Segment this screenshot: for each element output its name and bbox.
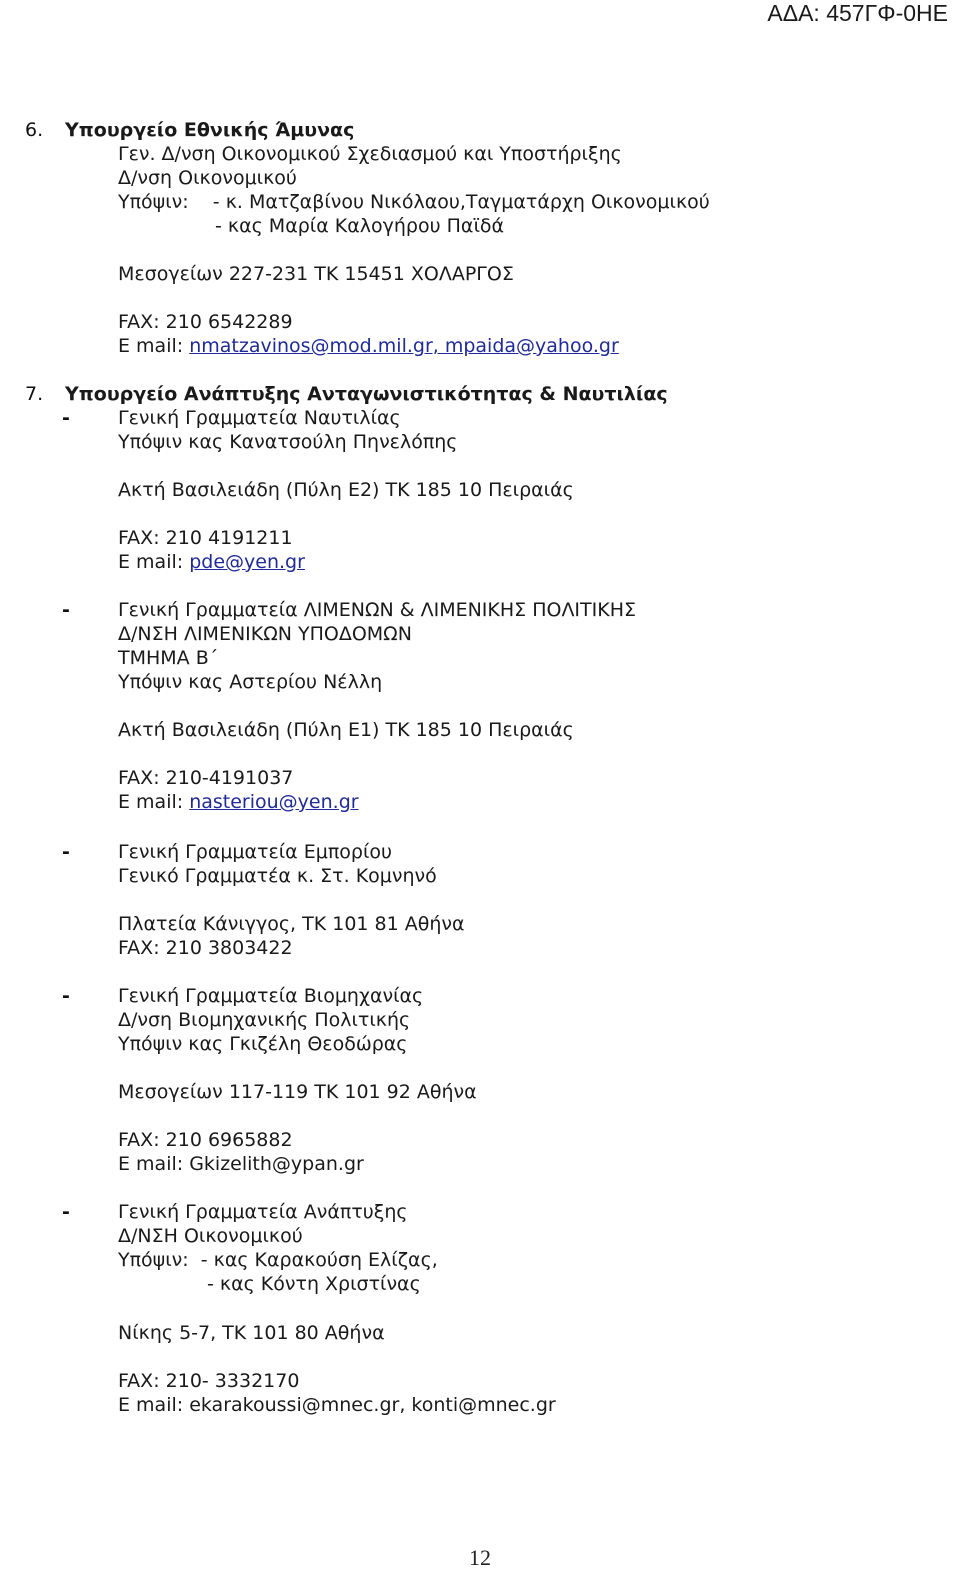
sub-b-email xyxy=(118,790,359,814)
sub-c-fax: FAX: 210 3803422 xyxy=(118,937,293,959)
sub-b-line-2: Δ/ΝΣΗ ΛΙΜΕΝΙΚΩΝ ΥΠΟΔΟΜΩΝ xyxy=(118,623,412,645)
section-7-title: Υπουργείο Ανάπτυξης Ανταγωνιστικότητας & Ναυτιλίας xyxy=(65,383,668,405)
email-label: E mail: xyxy=(118,551,190,573)
section-6-line-2: Δ/νση Οικονομικού xyxy=(118,167,297,189)
bullet-dash: - xyxy=(62,985,70,1007)
sub-b-line-4: Υπόψιν κας Αστερίου Νέλλη xyxy=(118,671,383,693)
bullet-dash: - xyxy=(62,407,70,429)
sub-e-address: Νίκης 5-7, ΤΚ 101 80 Αθήνα xyxy=(118,1322,385,1344)
sub-e-email: E mail: ekarakoussi@mnec.gr, konti@mnec.gr xyxy=(118,1394,556,1416)
sub-a-line-2: Υπόψιν κας Κανατσούλη Πηνελόπης xyxy=(118,431,458,453)
section-6-line-4: - κας Μαρία Καλογήρου Παϊδά xyxy=(215,215,505,237)
sub-c-line-1: Γενική Γραμματεία Εμπορίου xyxy=(118,841,393,863)
sub-d-address: Μεσογείων 117-119 ΤΚ 101 92 Αθήνα xyxy=(118,1081,477,1103)
sub-a-address: Ακτή Βασιλειάδη (Πύλη Ε2) ΤΚ 185 10 Πειραιάς xyxy=(118,479,574,501)
sub-e-line-3: Υπόψιν: - κας Καρακούση Ελίζας, xyxy=(118,1249,438,1271)
bullet-dash: - xyxy=(62,1201,70,1223)
bullet-dash: - xyxy=(62,841,70,863)
section-6-line-1: Γεν. Δ/νση Οικονομικού Σχεδιασμού και Υποστήριξης xyxy=(118,143,622,165)
sub-b-address: Ακτή Βασιλειάδη (Πύλη Ε1) ΤΚ 185 10 Πειραιάς xyxy=(118,719,574,741)
sub-c-line-2: Γενικό Γραμματέα κ. Στ. Κομνηνό xyxy=(118,865,437,887)
sub-b-line-1: Γενική Γραμματεία ΛΙΜΕΝΩΝ & ΛΙΜΕΝΙΚΗΣ ΠΟΛΙΤΙΚΗΣ xyxy=(118,599,637,621)
sub-d-line-2: Δ/νση Βιομηχανικής Πολιτικής xyxy=(118,1009,411,1031)
sub-d-email: E mail: Gkizelith@ypan.gr xyxy=(118,1153,364,1175)
section-6-fax: FAX: 210 6542289 xyxy=(118,311,293,333)
section-7-number: 7. xyxy=(25,383,44,405)
sub-d-line-1: Γενική Γραμματεία Βιομηχανίας xyxy=(118,985,424,1007)
sub-b-fax: FAX: 210-4191037 xyxy=(118,767,294,789)
email-label: E mail: xyxy=(118,791,190,813)
section-6-address: Μεσογείων 227-231 ΤΚ 15451 ΧΟΛΑΡΓΟΣ xyxy=(118,263,514,285)
sub-a-fax: FAX: 210 4191211 xyxy=(118,527,293,549)
sub-a-line-1: Γενική Γραμματεία Ναυτιλίας xyxy=(118,407,401,429)
section-6-line-3: Υπόψιν: - κ. Ματζαβίνου Νικόλαου,Ταγματάρχη Οικονομικού xyxy=(118,191,710,213)
email-link[interactable]: nasteriou@yen.gr xyxy=(189,791,359,813)
section-6-email xyxy=(118,334,619,358)
sub-e-line-4: - κας Κόντη Χριστίνας xyxy=(207,1273,421,1295)
sub-e-fax: FAX: 210- 3332170 xyxy=(118,1370,300,1392)
sub-b-line-3: ΤΜΗΜΑ Β΄ xyxy=(118,647,219,669)
sub-c-address: Πλατεία Κάνιγγος, ΤΚ 101 81 Αθήνα xyxy=(118,913,465,935)
bullet-dash: - xyxy=(62,599,70,621)
page-number: 12 xyxy=(469,1545,491,1570)
ada-code: ΑΔΑ: 457ΓΦ-0ΗΕ xyxy=(767,0,948,26)
email-link[interactable]: pde@yen.gr xyxy=(189,551,305,573)
section-6-number: 6. xyxy=(25,119,44,141)
sub-e-line-2: Δ/ΝΣΗ Οικονομικού xyxy=(118,1225,303,1247)
sub-d-fax: FAX: 210 6965882 xyxy=(118,1129,293,1151)
email-label: E mail: xyxy=(118,335,190,357)
section-6-title: Υπουργείο Εθνικής Άμυνας xyxy=(65,119,355,141)
sub-d-line-3: Υπόψιν κας Γκιζέλη Θεοδώρας xyxy=(118,1033,408,1055)
sub-e-line-1: Γενική Γραμματεία Ανάπτυξης xyxy=(118,1201,408,1223)
sub-a-email xyxy=(118,550,305,574)
email-link[interactable]: nmatzavinos@mod.mil.gr, mpaida@yahoo.gr xyxy=(189,335,619,357)
